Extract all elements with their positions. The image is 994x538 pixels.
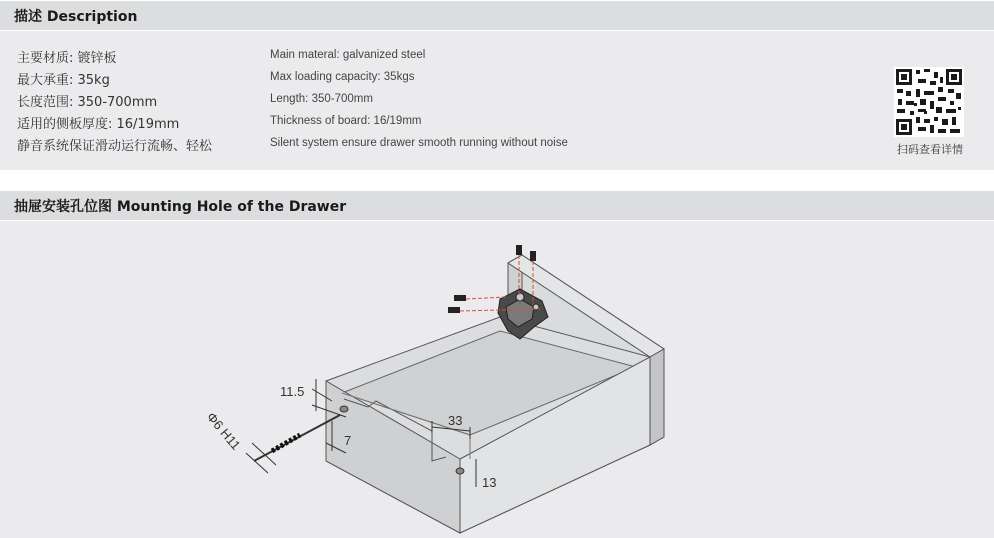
spec-en-thickness: Thickness of board: 16/19mm [270, 115, 422, 127]
dim-33: 33 [448, 413, 463, 428]
spec-en-capacity: Max loading capacity: 35kgs [270, 71, 415, 83]
spec-zh-material: 主要材质: 镀锌板 [17, 51, 117, 66]
spec-en-material: Main materal: galvanized steel [270, 49, 426, 61]
dim-13: 13 [482, 475, 497, 490]
mounting-hole-rear [456, 468, 464, 474]
screw-icon [516, 245, 522, 255]
spec-zh-capacity: 最大承重: 35kg [17, 73, 110, 88]
screw-icon [448, 307, 460, 313]
spec-en-silent: Silent system ensure drawer smooth running without noise [270, 137, 568, 149]
spec-en-length: Length: 350-700mm [270, 93, 373, 105]
spec-zh-thickness: 适用的侧板厚度: 16/19mm [17, 117, 180, 132]
dim-7: 7 [344, 433, 352, 448]
screw-icon [454, 295, 466, 301]
screw-icon [530, 251, 536, 261]
mounting-title: 抽屉安装孔位图 Mounting Hole of the Drawer [14, 198, 347, 215]
drawer-diagram [0, 221, 994, 538]
dim-hole-diameter: Φ6 H11 [203, 409, 244, 453]
qr-code-icon[interactable] [894, 67, 964, 137]
mounting-hole-front [340, 406, 348, 412]
spec-zh-silent: 静音系统保证滑动运行流畅、轻松 [17, 139, 213, 154]
dim-11-5: 11.5 [280, 384, 305, 399]
description-header [0, 1, 994, 30]
description-title: 描述 Description [14, 8, 138, 25]
mounting-header [0, 191, 994, 220]
qr-label: 扫码查看详情 [897, 143, 963, 156]
spec-zh-length: 长度范围: 350-700mm [17, 95, 158, 110]
